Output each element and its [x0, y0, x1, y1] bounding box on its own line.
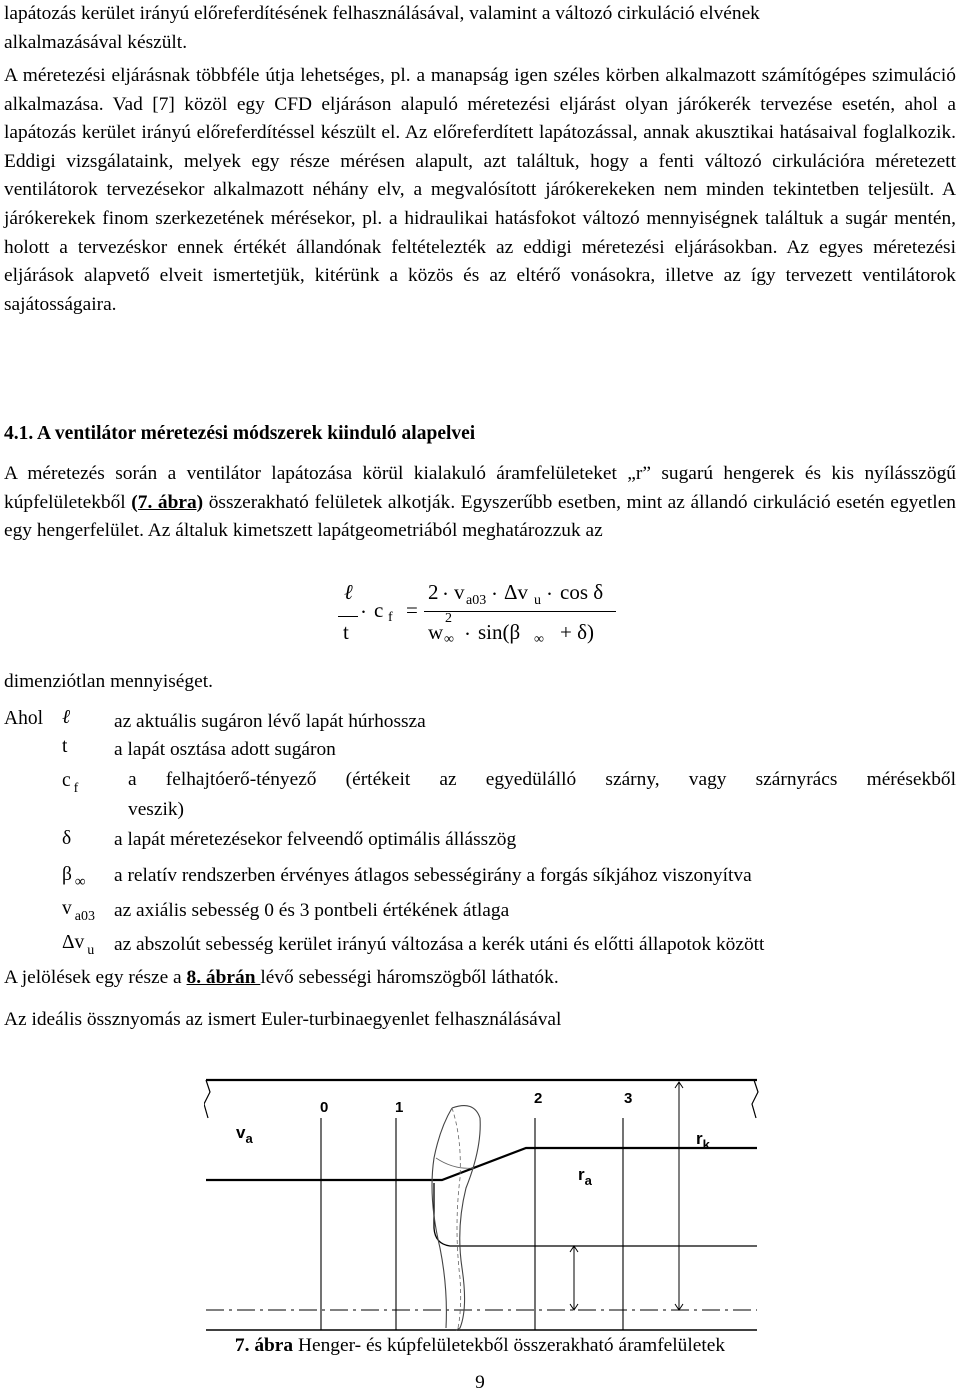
formula-den-dot: · [464, 622, 471, 646]
formula-t: t [343, 620, 349, 644]
paragraph-6: Az ideális össznyomás az ismert Euler-turbinaegyenlet felhasználásával [4, 1009, 562, 1030]
blade-outline-trailing [452, 1106, 480, 1330]
definition-text-t: a lapát osztása adott sugáron [114, 739, 336, 760]
label-va: $v_a$ [236, 1123, 253, 1146]
stream-surface-line [206, 1148, 757, 1180]
formula-den-beta-subscript: ∞ [534, 632, 544, 647]
formula-num-dot-2: · [491, 582, 498, 606]
formula-den-plus-delta: + δ) [560, 620, 594, 644]
label-station-3: 3 [624, 1090, 633, 1107]
label-station-0: 0 [320, 1099, 329, 1116]
paragraph-4: dimenziótlan mennyiséget. [4, 671, 213, 692]
definitions-ahol-label: Ahol [4, 708, 43, 729]
definition-text-va03: az axiális sebesség 0 és 3 pontbeli értékének átlaga [114, 900, 510, 921]
formula-c-subscript: f [388, 610, 393, 625]
figure-7-diagram [204, 1078, 759, 1333]
figure-7 [204, 1078, 759, 1333]
formula-num-dvu-subscript: u [534, 593, 541, 608]
label-station-2: 2 [534, 1090, 543, 1107]
label-rk: $r_k$ [696, 1129, 710, 1152]
definition-symbol-cf: c $_f$ [62, 770, 79, 796]
formula-left-fraction-bar [338, 616, 358, 617]
definition-text-delta: a lapát méretezésekor felveendő optimális állásszög [114, 829, 517, 850]
paragraph-3-text-a: A méretezés során a ventilátor lapátozása körül kialakuló áramfelületeket „r” sugarú hengerek és kis nyílásszögű kúpfelületekből [4, 463, 956, 513]
formula-den-w: w [428, 620, 444, 644]
formula-num-v: v [454, 580, 465, 604]
formula-main-fraction-bar [424, 611, 616, 612]
definition-symbol-t: t [62, 736, 68, 757]
section-heading: 4.1. A ventilátor méretezési módszerek kiinduló alapelvei [4, 423, 476, 444]
definition-symbol-dvu: Δv $_u$ [62, 932, 95, 958]
label-station-1: 1 [395, 1099, 404, 1116]
formula-num-cos: cos δ [560, 580, 604, 604]
definition-text-beta-inf: a relatív rendszerben érvényes átlagos sebességirány a forgás síkjához viszonyítva [114, 865, 752, 886]
formula-den-sin: sin(β [478, 620, 521, 644]
figure-8-reference-link[interactable]: 8. ábrán [186, 967, 261, 988]
definition-text-dvu: az abszolút sebesség kerület irányú változása a kerék utáni és előtti állapotok között [114, 934, 765, 955]
formula-num-v-subscript: a03 [466, 593, 487, 608]
left-break-line [204, 1080, 210, 1118]
paragraph-3-text-b: összerakható felületek alkotják. Egyszerűbb esetben, mint az állandó cirkuláció esetén egyetlen egy hengerfelület. Az általuk kimetszett lapátgeometriából meghatározzuk az [4, 491, 956, 541]
figure-7-caption [0, 1335, 960, 1357]
right-break-line [752, 1080, 758, 1118]
blade-outline-hidden [452, 1108, 461, 1328]
paragraph-5 [4, 964, 956, 993]
paragraph-5-text-b: lévő sebességi háromszögből láthatók. [260, 967, 559, 988]
hub-contour [434, 1183, 757, 1246]
paragraph-1-line-2: alkalmazásával készült. [4, 31, 188, 53]
definition-text-ell: az aktuális sugáron lévő lapát húrhossza [114, 711, 426, 732]
label-ra: $r_a$ [578, 1165, 592, 1188]
definition-symbol-beta-inf: β $_\infty$ [62, 864, 86, 890]
paragraph-5-text-a: A jelölések egy része a [4, 967, 187, 988]
formula-num-dvu: Δv [504, 580, 529, 604]
paragraph-1 [4, 0, 956, 57]
definition-symbol-ell: ℓ [62, 707, 71, 728]
formula-equals: = [406, 598, 418, 622]
formula-num-dot-1: · [442, 582, 449, 606]
figure-7-reference-link[interactable]: (7. ábra) [131, 491, 204, 513]
figure-7-caption-text: Henger- és kúpfelületekből összerakható áramfelületek [293, 1335, 726, 1356]
dimensionless-formula [338, 578, 638, 658]
paragraph-3 [4, 460, 956, 546]
paragraph-2: A méretezési eljárásnak többféle útja lehetséges, pl. a manapság igen széles körben alkalmazott számítógépes szimuláció alkalmazása. Vad [7] közöl egy CFD eljáráson alapuló méretezési eljárást olyan járókerék tervezése esetén, ahol a lapátozás kerület irányú előreferdítéssel készült el. Az előreferdített lapátozással, annak akusztikai hatásaival foglalkozik. Eddigi vizsgálataink, melyek egy része mérésen alapult, azt találtuk, hogy a fenti változó cirkulációra méretezett ventilátorok tervezésekor alkalmazott néhány elv, a megvalósított járókerekeken nem minden tekintetben teljesült. A járókerekek finom szerkezetének mérésekor, pl. a hidraulikai hatásfokot változó mennyiségnek találtuk a sugár mentén, holott a tervezéskor ennek értékét állandónak feltételezték az eddigi méretezési eljárásokban. Az egyes méretezési eljárások alapvető elveit ismertetjük, kitérünk a közös és az eltérő vonásokra, illetve az így tervezett ventilátorok sajátosságaira. [4, 65, 956, 315]
definition-text-cf: a felhajtóerő-tényező (értékeit az egyedülálló szárny, vagy szárnyrács mérésekből [128, 769, 956, 790]
formula-num-dot-3: · [546, 582, 553, 606]
formula-den-w-superscript: 2 [445, 611, 452, 626]
figure-7-caption-number: 7. ábra [234, 1335, 294, 1356]
formula-c: c [374, 598, 384, 622]
formula-num-2: 2 [428, 580, 439, 604]
page-number: 9 [475, 1372, 485, 1393]
definition-text-cf-cont: veszik) [128, 799, 184, 820]
formula-dot: · [360, 600, 367, 624]
blade-section-hint [436, 1158, 474, 1168]
formula-den-w-subscript: ∞ [444, 632, 454, 647]
definition-symbol-va03: v $_{a03}$ [62, 898, 95, 924]
blade-outline-leading [432, 1108, 452, 1328]
formula-ell: ℓ [344, 580, 353, 604]
definition-symbol-delta: δ [62, 828, 72, 849]
paragraph-1-line-1: lapátozás kerület irányú előreferdítésének felhasználásával, valamint a változó cirkuláció elvének [4, 3, 760, 24]
